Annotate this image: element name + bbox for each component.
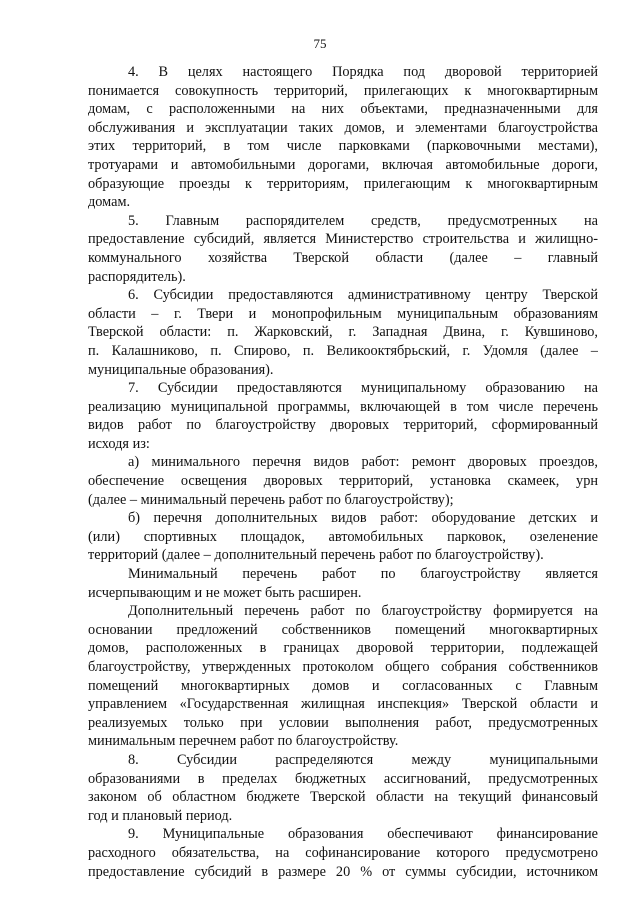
text-line: расходного обязательства, на софинансирование которого предусмотрено: [88, 844, 598, 861]
text-line: исчерпывающим и не может быть расширен.: [88, 584, 362, 601]
text-line: коммунального хозяйства Тверской области (далее – главный: [88, 249, 598, 266]
page-number: 75: [313, 36, 327, 51]
text-line: реализуемых только при условии выполнения работ, предусмотренных: [88, 714, 598, 731]
text-line: видов работ по благоустройству дворовых территорий, сформированный: [88, 417, 598, 434]
text-line: законом об областном бюджете Тверской области на текущий финансовый: [88, 789, 598, 806]
text-line: год и плановый период.: [88, 807, 233, 824]
text-line: основании предложений собственников помещений многоквартирных: [88, 621, 598, 638]
text-line: муниципальные образования).: [88, 361, 274, 378]
text-line: 4. В целях настоящего Порядка под дворовой территорией: [128, 64, 598, 80]
text-line: понимается совокупность территорий, прилегающих к многоквартирным: [88, 82, 598, 99]
text-line: б) перечня дополнительных видов работ: оборудование детских и: [128, 510, 598, 527]
text-line: домам.: [88, 194, 131, 211]
text-line: предоставление субсидий, является Министерство строительства и жилищно-: [88, 231, 598, 248]
text-line: Минимальный перечень работ по благоустройству является: [128, 566, 598, 583]
text-line: (далее – минимальный перечень работ по благоустройству);: [88, 491, 454, 508]
text-line: области – г. Твери и монопрофильным муниципальным образованиям: [88, 305, 598, 322]
text-line: образующие проезды к территориям, прилегающим к многоквартирным: [88, 175, 598, 192]
text-line: тротуарами и автомобильными дорогами, включая автомобильные дороги,: [88, 156, 598, 173]
text-line: Тверской области: п. Жарковский, г. Западная Двина, г. Кувшиново,: [88, 324, 598, 341]
text-line: этих территорий, в том числе парковками (парковочными местами),: [88, 138, 598, 155]
text-line: благоустройству, утвержденных протоколом общего собрания собственников: [88, 659, 598, 675]
text-line: 8. Субсидии распределяются между муниципальными: [128, 751, 598, 768]
text-line: предоставление субсидий в размере 20 % от суммы субсидии, источником: [88, 863, 598, 880]
text-line: исходя из:: [88, 435, 150, 452]
text-line: минимальным перечнем работ по благоустройству.: [88, 733, 399, 750]
text-line: домам, с расположенными на них объектами, предназначенными для: [88, 101, 598, 118]
text-line: территорий (далее – дополнительный перечень работ по благоустройству).: [88, 547, 544, 564]
text-line: обеспечение освещения дворовых территорий, установка скамеек, урн: [88, 473, 598, 490]
text-line: Дополнительный перечень работ по благоустройству формируется на: [128, 603, 598, 620]
text-line: помещений многоквартирных домов и согласованных с Главным: [88, 677, 598, 694]
text-line: 6. Субсидии предоставляются административному центру Тверской: [128, 287, 598, 304]
text-line: 9. Муниципальные образования обеспечивают финансирование: [128, 826, 598, 843]
text-line: распорядитель).: [88, 268, 186, 285]
text-line: обслуживания и эксплуатации таких домов, и элементами благоустройства: [88, 119, 598, 136]
text-line: реализацию муниципальной программы, включающей в том числе перечень: [88, 398, 598, 415]
text-line: а) минимального перечня видов работ: ремонт дворовых проездов,: [128, 454, 598, 471]
text-line: п. Калашниково, п. Спирово, п. Великооктябрьский, г. Удомля (далее –: [88, 342, 598, 359]
text-line: образованиями в пределах бюджетных ассигнований, предусмотренных: [88, 770, 598, 787]
document-body: [88, 63, 598, 881]
text-line: 7. Субсидии предоставляются муниципальному образованию на: [128, 380, 598, 397]
text-line: 5. Главным распорядителем средств, предусмотренных на: [128, 212, 598, 229]
text-line: домов, расположенных в границах дворовой территории, подлежащей: [88, 640, 598, 657]
text-line: управлением «Государственная жилищная инспекция» Тверской области и: [88, 696, 598, 713]
text-line: (или) спортивных площадок, автомобильных парковок, озеленение: [88, 528, 598, 545]
